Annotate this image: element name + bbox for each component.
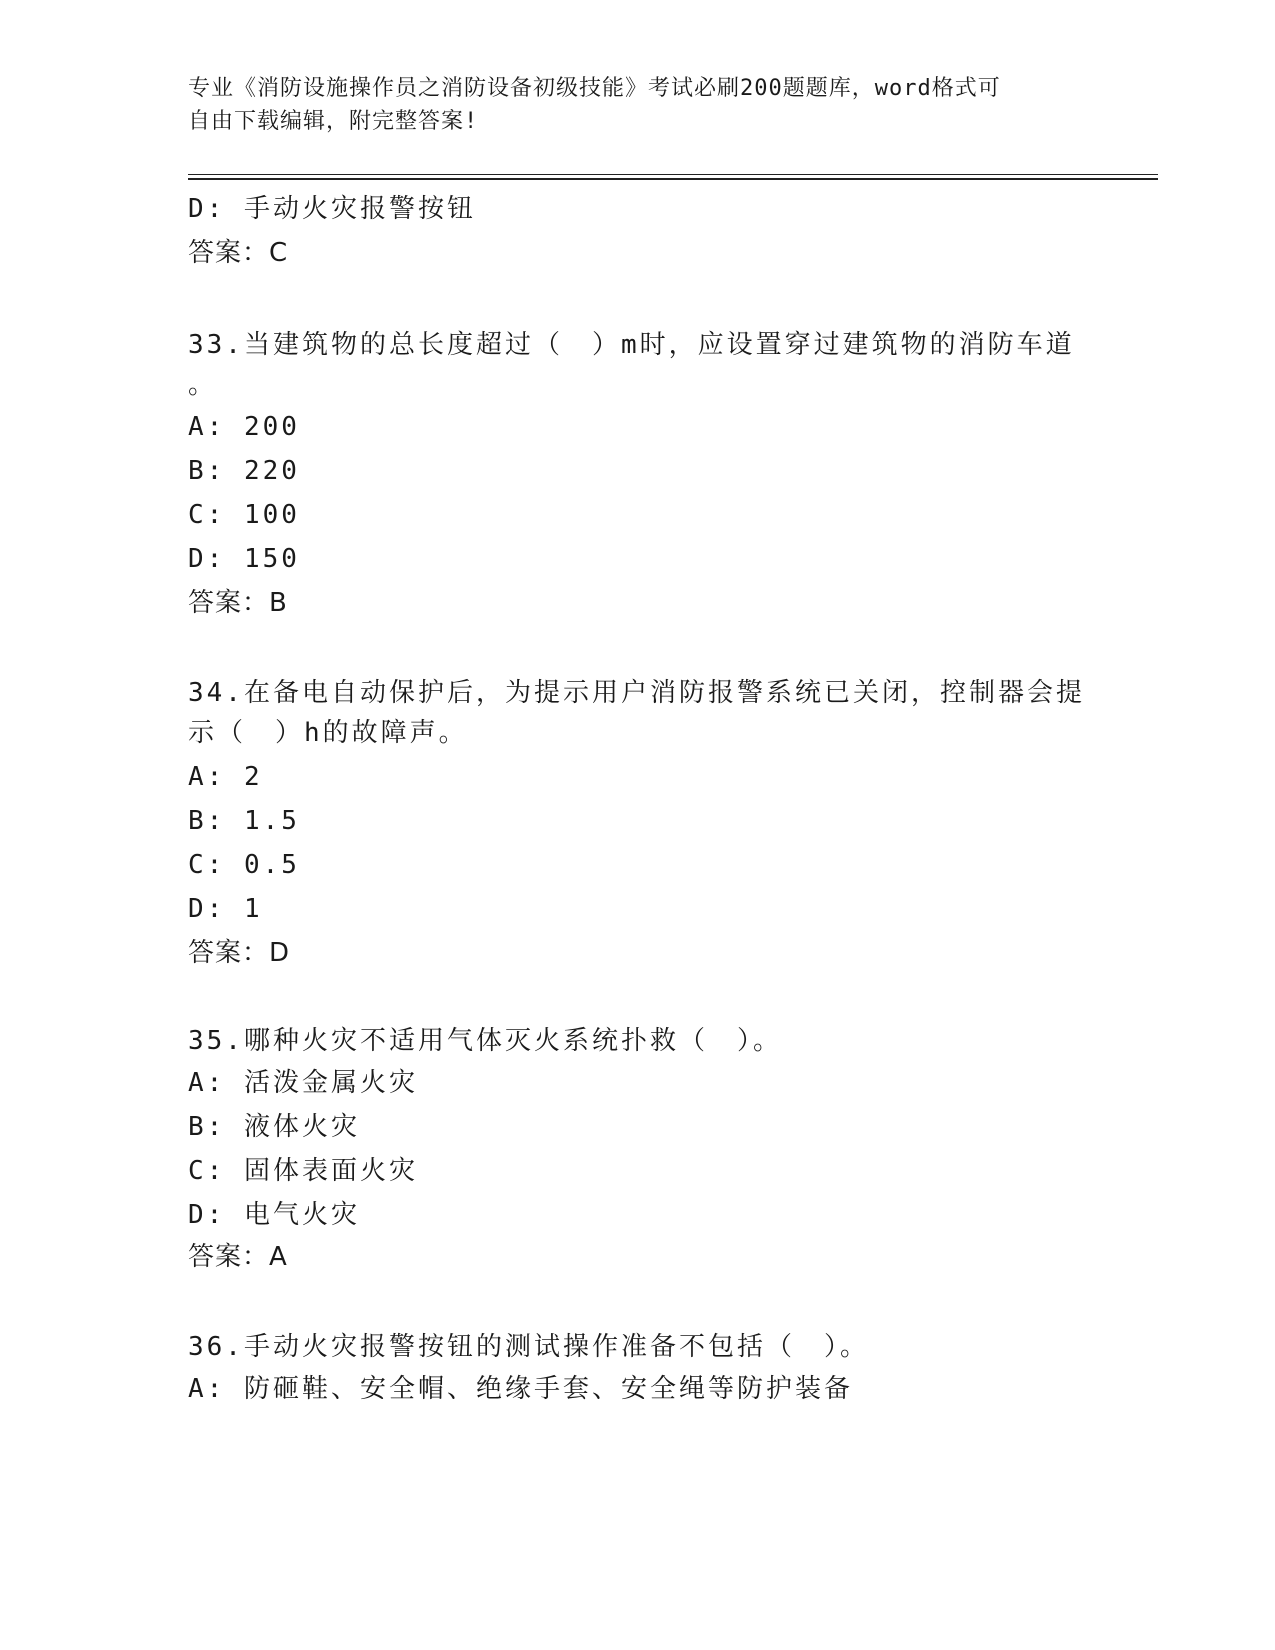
question-stem-continued: 。 [188, 370, 218, 400]
question-stem: 36.手动火灾报警按钮的测试操作准备不包括（ ）。 [188, 1332, 869, 1362]
header-line-2: 自由下载编辑，附完整答案! [188, 109, 479, 134]
question-stem: 35.哪种火灾不适用气体灭火系统扑救（ ）。 [188, 1026, 782, 1056]
option-c: C: 固体表面火灾 [188, 1156, 418, 1186]
document-header [188, 72, 1088, 138]
question-stem: 34.在备电自动保护后，为提示用户消防报警系统已关闭，控制器会提 [188, 678, 1085, 708]
option-b: B: 220 [188, 456, 300, 486]
option-a: A: 2 [188, 762, 263, 792]
option-b: B: 1.5 [188, 806, 300, 836]
header-divider-thick [188, 178, 1158, 180]
question-stem: 33.当建筑物的总长度超过（ ）m时，应设置穿过建筑物的消防车道 [188, 330, 1075, 360]
option-a: A: 200 [188, 412, 300, 442]
prev-option-d: D: 手动火灾报警按钮 [188, 194, 476, 224]
header-line-1: 专业《消防设施操作员之消防设备初级技能》考试必刷200题题库，word格式可 [188, 76, 1001, 101]
header-divider-thin [188, 174, 1158, 175]
answer: 答案：D [188, 938, 291, 968]
prev-answer: 答案：C [188, 238, 289, 268]
option-a: A: 活泼金属火灾 [188, 1068, 418, 1098]
option-d: D: 150 [188, 544, 300, 574]
option-d: D: 1 [188, 894, 263, 924]
question-stem-continued: 示（ ）h的故障声。 [188, 718, 468, 748]
option-d: D: 电气火灾 [188, 1200, 360, 1230]
option-c: C: 100 [188, 500, 300, 530]
answer: 答案：A [188, 1242, 288, 1272]
option-a: A: 防砸鞋、安全帽、绝缘手套、安全绳等防护装备 [188, 1374, 853, 1404]
option-c: C: 0.5 [188, 850, 300, 880]
answer: 答案：B [188, 588, 288, 618]
option-b: B: 液体火灾 [188, 1112, 360, 1142]
